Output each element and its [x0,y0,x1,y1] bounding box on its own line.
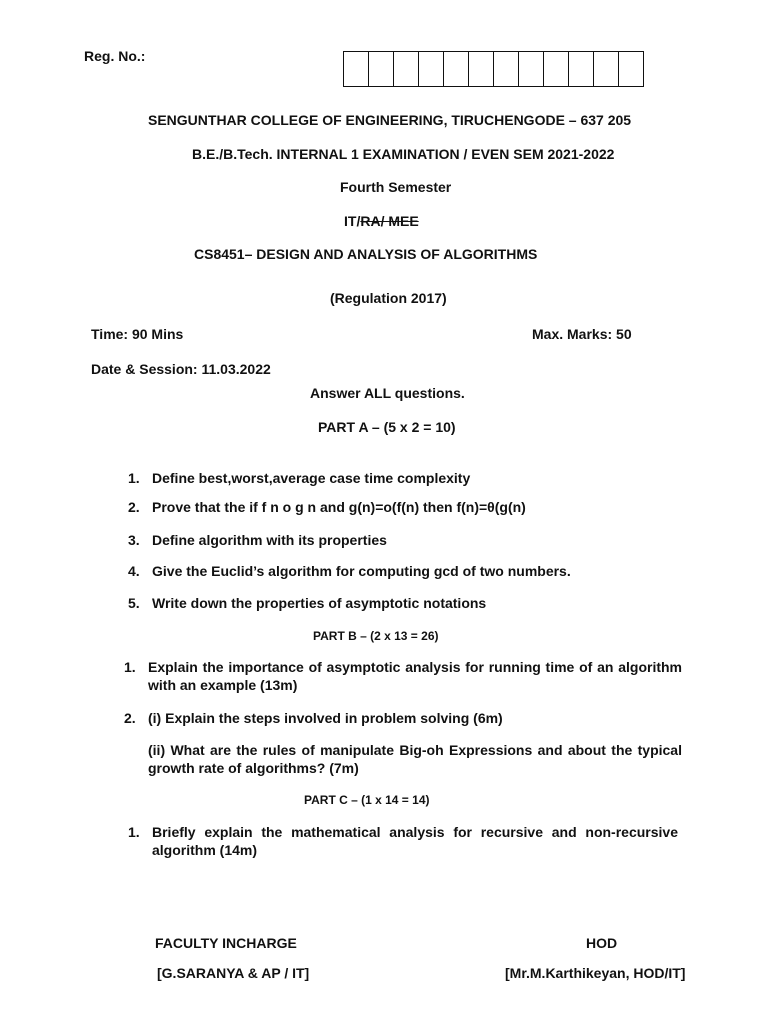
question-text: (i) Explain the steps involved in problem solving (6m) [148,710,503,726]
time-allowed: Time: 90 Mins [91,326,184,342]
reg-no-box [544,52,569,86]
reg-no-box [469,52,494,86]
part-b-subquestion [148,741,682,777]
course-title: CS8451– DESIGN AND ANALYSIS OF ALGORITHMS [194,246,538,262]
department [344,212,419,230]
college-name: SENGUNTHAR COLLEGE OF ENGINEERING, TIRUCHENGODE – 637 205 [148,112,632,128]
reg-no-box [394,52,419,86]
reg-no-box [494,52,519,86]
part-a-question [128,498,688,516]
question-text: Give the Euclid’s algorithm for computing gcd of two numbers. [152,563,571,579]
reg-no-label: Reg. No.: [84,48,146,64]
question-text: Prove that the if f n o g n and g(n)=o(f(n) then f(n)=θ(g(n) [152,499,526,515]
question-number: 3. [128,532,140,548]
date-session: Date & Session: 11.03.2022 [91,361,271,377]
reg-no-box [519,52,544,86]
max-marks: Max. Marks: 50 [532,326,632,342]
question-text: Explain the importance of asymptotic analysis for running time of an algorithm with an example (13m) [148,659,682,693]
question-text: (ii) What are the rules of manipulate Big-oh Expressions and about the typical growth rate of algorithms? (7m) [148,742,682,776]
part-b-question [124,658,682,694]
reg-no-box [444,52,469,86]
reg-no-box [344,52,369,86]
faculty-name: [G.SARANYA & AP / IT] [157,965,310,981]
question-text: Define algorithm with its properties [152,532,387,548]
instruction: Answer ALL questions. [310,385,465,401]
reg-no-box [619,52,643,86]
regulation: (Regulation 2017) [330,290,447,306]
part-c-question [128,823,678,859]
question-number: 4. [128,563,140,579]
department-struck: RA/ MEE [360,213,419,229]
part-b-question [124,709,682,727]
part-a-question [128,562,688,580]
hod-label: HOD [586,935,618,951]
semester: Fourth Semester [340,179,452,195]
part-a-question [128,531,688,549]
reg-no-box [419,52,444,86]
part-a-question [128,469,688,487]
reg-no-box [369,52,394,86]
part-b-title: PART B – (2 x 13 = 26) [313,629,439,643]
faculty-label: FACULTY INCHARGE [155,935,297,951]
question-text: Define best,worst,average case time complexity [152,470,471,486]
hod-name: [Mr.M.Karthikeyan, HOD/IT] [505,965,686,981]
reg-no-box [569,52,594,86]
question-number: 1. [124,659,136,675]
question-number: 2. [128,499,140,515]
part-c-title: PART C – (1 x 14 = 14) [304,793,430,807]
exam-title: B.E./B.Tech. INTERNAL 1 EXAMINATION / EVEN SEM 2021-2022 [192,146,615,162]
reg-no-boxes [343,51,644,87]
reg-no-box [594,52,619,86]
question-text: Write down the properties of asymptotic notations [152,595,487,611]
question-number: 1. [128,824,140,840]
question-number: 2. [124,710,136,726]
part-a-question [128,594,688,612]
department-plain: IT/ [344,213,361,229]
question-text: Briefly explain the mathematical analysis for recursive and non-recursive algorithm (14m) [152,824,678,858]
question-number: 5. [128,595,140,611]
question-number: 1. [128,470,140,486]
part-a-title: PART A – (5 x 2 = 10) [318,419,456,435]
